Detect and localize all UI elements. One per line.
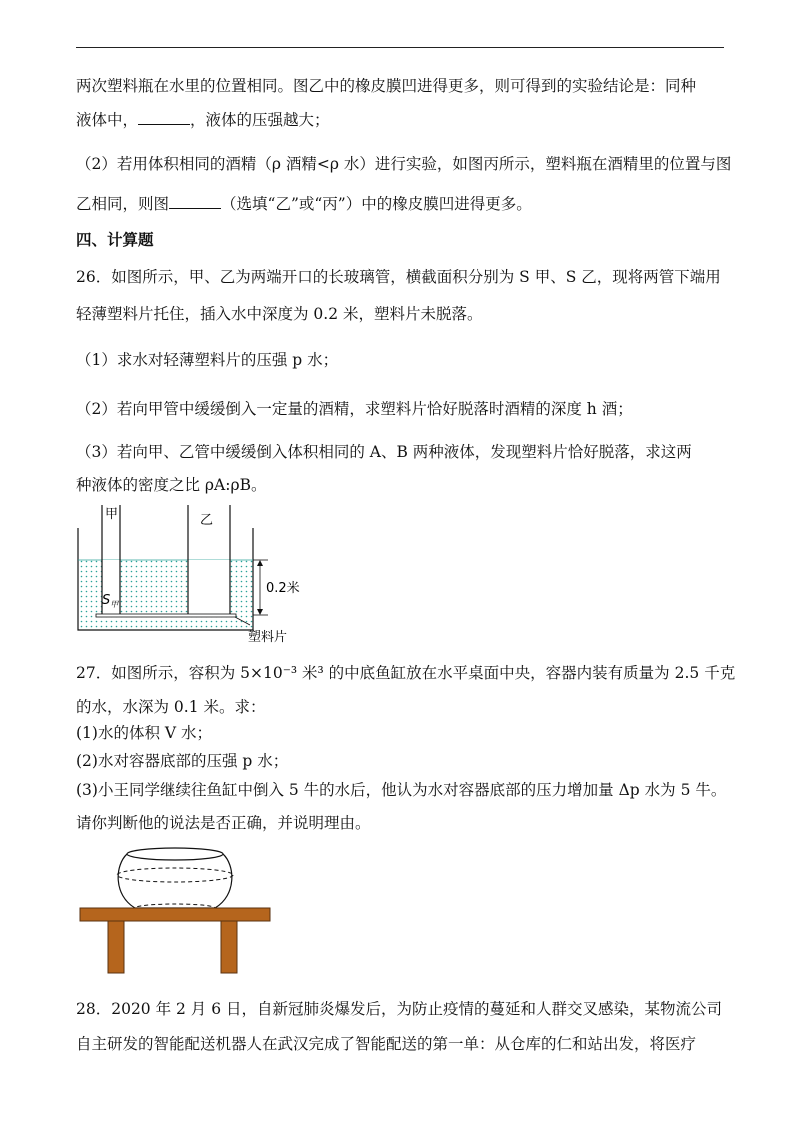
text-line: 种液体的密度之比 ρA:ρB。	[76, 476, 267, 494]
text-line: (2)水对容器底部的压强 p 水；	[76, 752, 289, 770]
area-label: $S_甲$	[102, 593, 119, 609]
question-26: 26．如图所示，甲、乙为两端开口的长玻璃管，横截面积分别为 S 甲、S 乙，现将两管下端用	[76, 268, 721, 286]
header-rule	[76, 47, 724, 48]
figure-fishbowl-on-table	[75, 840, 275, 980]
text-line: 液体中， ，液体的压强越大；	[76, 108, 330, 131]
answer-blank[interactable]	[169, 192, 221, 209]
water-line	[117, 868, 233, 882]
tube-a-label: 甲	[105, 507, 119, 522]
text-line: 乙相同，则图 （选填“乙”或“丙”）中的橡皮膜凹进得更多。	[76, 192, 532, 215]
table-leg	[221, 921, 237, 973]
text-line: （1）求水对轻薄塑料片的压强 p 水；	[76, 351, 339, 369]
text-line: 的水，水深为 0.1 米。求：	[76, 698, 266, 716]
text-line: 自主研发的智能配送机器人在武汉完成了智能配送的第一单：从仓库的仁和站出发，将医疗	[76, 1035, 697, 1053]
question-27: 27．如图所示，容积为 5×10⁻³ 米³ 的中底鱼缸放在水平桌面中央，容器内装有质量为 2.5 千克	[76, 664, 736, 682]
depth-label: 0.2米	[266, 581, 300, 596]
text-line: （3）若向甲、乙管中缓缓倒入体积相同的 A、B 两种液体，发现塑料片恰好脱落，求这两	[76, 443, 692, 461]
table-leg	[108, 921, 124, 973]
text-line: （2）若用体积相同的酒精（ρ 酒精<ρ 水）进行实验，如图丙所示，塑料瓶在酒精里的位置与图	[76, 155, 732, 173]
plastic-sheet	[96, 614, 236, 617]
bowl-rim	[127, 848, 223, 860]
text-line: (3)小王同学继续往鱼缸中倒入 5 牛的水后，他认为水对容器底部的压力增加量 Δp 水为 5 牛。	[76, 781, 727, 799]
bowl-body	[118, 854, 232, 908]
tube-b-label: 乙	[200, 513, 214, 528]
answer-blank[interactable]	[138, 108, 190, 125]
text-line: 轻薄塑料片托住，插入水中深度为 0.2 米，塑料片未脱落。	[76, 305, 483, 323]
text-line: （2）若向甲管中缓缓倒入一定量的酒精，求塑料片恰好脱落时酒精的深度 h 酒；	[76, 400, 633, 418]
text-line: 两次塑料瓶在水里的位置相同。图乙中的橡皮膜凹进得更多，则可得到的实验结论是：同种	[76, 77, 697, 95]
text-line: (1)水的体积 V 水；	[76, 724, 213, 742]
text-line: 请你判断他的说法是否正确，并说明理由。	[76, 814, 371, 832]
figure-tubes-in-water	[70, 500, 310, 645]
table-top	[80, 908, 270, 921]
question-28: 28．2020 年 2 月 6 日，自新冠肺炎爆发后，为防止疫情的蔓延和人群交叉感染，某物流公司	[76, 1000, 723, 1018]
plastic-sheet-label: 塑料片	[248, 630, 288, 645]
section-heading: 四、计算题	[76, 231, 154, 249]
